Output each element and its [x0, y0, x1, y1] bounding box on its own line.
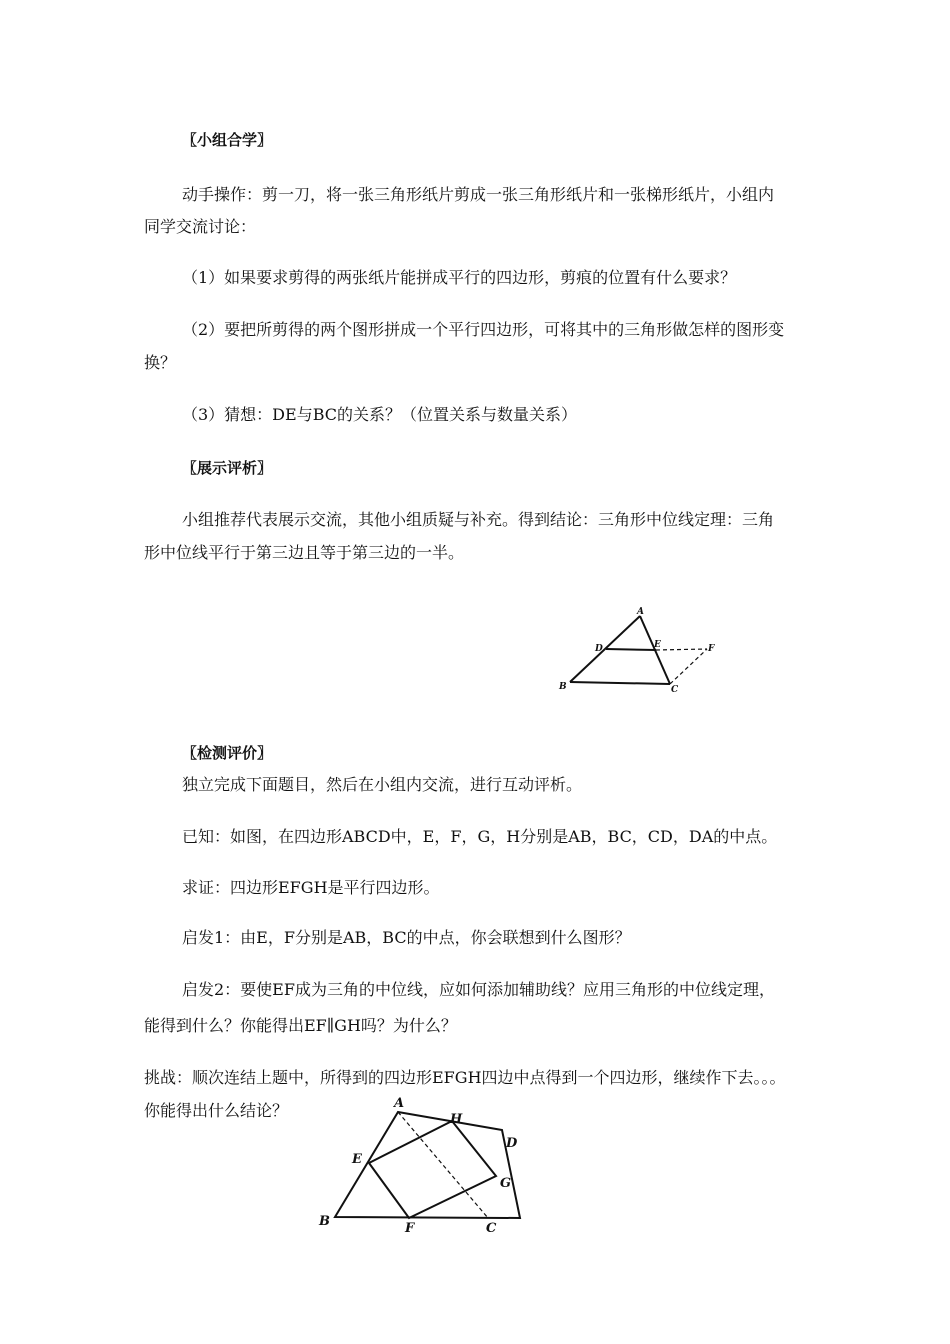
- label-h: H: [450, 1112, 463, 1127]
- label-c: C: [671, 685, 679, 695]
- label-d: D: [506, 1136, 518, 1151]
- label-e: E: [352, 1152, 362, 1167]
- challenge-line-2: 你能得出什么结论？: [144, 1101, 289, 1120]
- hint-2-line-2: 能得到什么？你能得出EF∥GH吗？为什么？: [144, 1016, 457, 1035]
- intro-line-1: 动手操作：剪一刀，将一张三角形纸片剪成一张三角形纸片和一张梯形纸片，小组内: [182, 185, 775, 204]
- segment-cf-dashed: [670, 649, 707, 684]
- section-heading-group-study: 〖小组合学〗: [182, 131, 273, 149]
- conclusion-line-1: 小组推荐代表展示交流，其他小组质疑与补充。得到结论：三角形中位线定理：三角: [182, 510, 775, 529]
- quadrilateral-abcd: [335, 1112, 520, 1218]
- question-3: （3）猜想：DE与BC的关系？（位置关系与数量关系）: [182, 405, 577, 424]
- label-f: F: [405, 1221, 415, 1236]
- label-g: G: [500, 1176, 512, 1191]
- assessment-instruction: 独立完成下面题目，然后在小组内交流，进行互动评析。: [182, 775, 583, 794]
- conclusion-line-2: 形中位线平行于第三边且等于第三边的一半。: [144, 543, 465, 562]
- prove-statement: 求证：四边形EFGH是平行四边形。: [182, 878, 440, 897]
- label-f: F: [708, 644, 715, 654]
- segment-de: [606, 649, 656, 650]
- hint-2-line-1: 启发2：要使EF成为三角的中位线，应如何添加辅助线？应用三角形的中位线定理，: [182, 980, 775, 999]
- label-e: E: [654, 640, 661, 650]
- segment-ef-dashed: [656, 649, 707, 650]
- quadrilateral-midpoints-figure: [310, 1090, 540, 1240]
- label-b: B: [319, 1214, 330, 1229]
- hint-1: 启发1：由E，F分别是AB，BC的中点，你会联想到什么图形？: [182, 928, 631, 947]
- label-d: D: [595, 644, 603, 654]
- question-2-line-1: （2）要把所剪得的两个图形拼成一个平行四边形，可将其中的三角形做怎样的图形变: [182, 320, 785, 339]
- label-a: A: [394, 1096, 405, 1111]
- triangle-midline-figure: [550, 600, 740, 700]
- challenge-line-1: 挑战：顺次连结上题中，所得到的四边形EFGH四边中点得到一个四边形，继续作下去。。。: [144, 1068, 786, 1087]
- section-heading-assessment: 〖检测评价〗: [182, 744, 273, 762]
- segment-bc: [570, 682, 670, 684]
- question-2-line-2: 换？: [144, 353, 177, 372]
- quadrilateral-efgh: [369, 1121, 496, 1218]
- label-a: A: [637, 607, 644, 617]
- given-statement: 已知：如图，在四边形ABCD中，E，F，G，H分别是AB，BC，CD，DA的中点。: [182, 827, 778, 846]
- intro-line-2: 同学交流讨论：: [144, 217, 257, 236]
- label-b: B: [559, 682, 567, 692]
- label-c: C: [486, 1221, 497, 1236]
- section-heading-presentation: 〖展示评析〗: [182, 459, 273, 477]
- question-1: （1）如果要求剪得的两张纸片能拼成平行的四边形，剪痕的位置有什么要求？: [182, 268, 737, 287]
